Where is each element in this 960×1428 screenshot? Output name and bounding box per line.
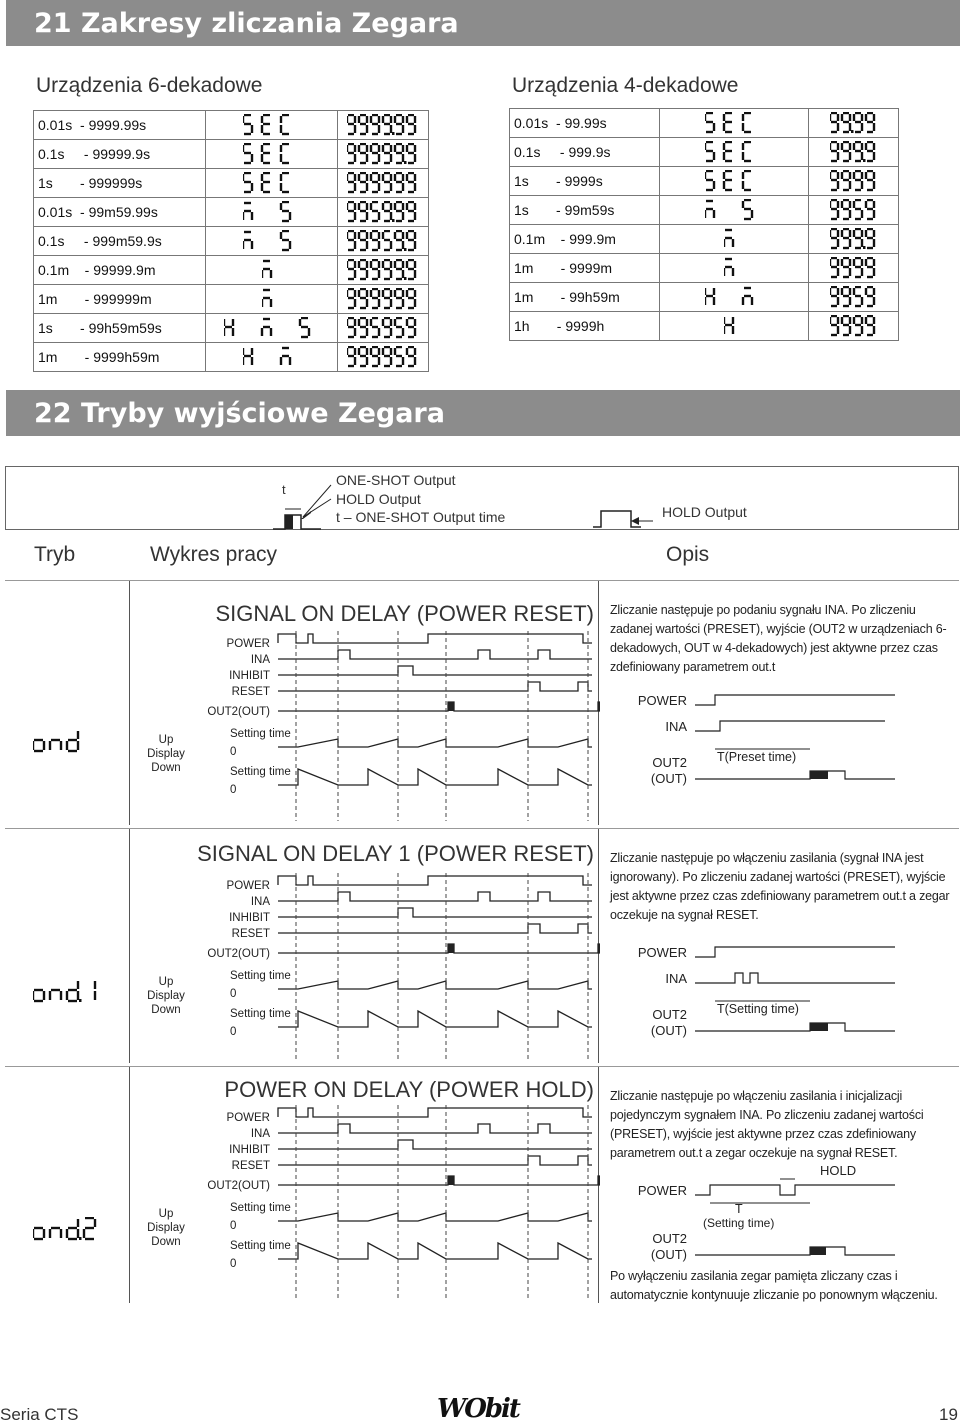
mini-out2-label: OUT2 — [652, 755, 687, 770]
mini-power-label: POWER — [637, 693, 687, 708]
mini-out-label: (OUT) — [650, 771, 687, 786]
six-decade-unit-display — [205, 111, 338, 140]
six-decade-value-display — [338, 343, 429, 372]
four-decade-value-display — [809, 283, 899, 312]
section-21-title: 21 Zakresy zliczania Zegara — [34, 7, 459, 39]
mode-description: Zliczanie następuje po włączeniu zasilania i inicjalizacji pojedynczym sygnałem INA. Po zliczeniu zadanej wartości (PRESET), wyjście jest aktywne przez czas zdefiniowany parametrem out.t a zegar oczekuje na sygnał RESET. — [610, 1089, 924, 1160]
six-decade-row — [34, 343, 429, 372]
mini-out-label: (OUT) — [650, 1247, 687, 1262]
updown-label: Display — [147, 748, 185, 760]
unit-seg-Hm — [243, 346, 300, 368]
four-decade-value-display — [809, 196, 899, 225]
mode-title: POWER ON DELAY (POWER HOLD) — [224, 1077, 594, 1102]
four-decade-range: 1s - 9999s — [510, 167, 660, 196]
six-decade-row — [34, 169, 429, 198]
six-decade-heading: Urządzenia 6-dekadowe — [36, 74, 263, 97]
value-seg — [347, 259, 419, 281]
unit-seg-Hm — [705, 286, 762, 308]
signal-label: 0 — [230, 1026, 237, 1038]
six-decade-value-display — [338, 198, 429, 227]
value-seg — [347, 172, 419, 194]
four-decade-unit-display — [659, 109, 808, 138]
four-decade-unit-display — [659, 312, 808, 341]
value-seg — [347, 114, 419, 136]
six-decade-row — [34, 256, 429, 285]
signal-label: INA — [250, 1128, 270, 1140]
six-decade-value-display — [338, 140, 429, 169]
value-seg — [347, 288, 419, 310]
four-decade-unit-display — [659, 225, 808, 254]
mini-t-label: T(Preset time) — [717, 750, 797, 764]
four-decade-range: 1m - 9999m — [510, 254, 660, 283]
value-seg — [830, 257, 878, 279]
six-decade-range: 0.1m - 99999.9m — [34, 256, 206, 285]
mini-t-label: T(Setting time) — [717, 1002, 799, 1016]
signal-label: RESET — [231, 1160, 270, 1172]
value-seg — [830, 112, 878, 134]
four-decade-range-table — [509, 108, 899, 341]
section-21-header — [6, 0, 960, 46]
unit-seg-SEC — [243, 143, 300, 165]
four-decade-row — [510, 283, 899, 312]
value-seg — [830, 141, 878, 163]
unit-seg-mS — [705, 199, 762, 221]
six-decade-unit-display — [205, 314, 338, 343]
unit-seg-m — [724, 257, 743, 279]
six-decade-row — [34, 111, 429, 140]
six-decade-unit-display — [205, 256, 338, 285]
four-decade-row — [510, 225, 899, 254]
four-decade-row — [510, 196, 899, 225]
six-decade-value-display — [338, 111, 429, 140]
timing-diagram — [130, 829, 600, 1061]
unit-seg-H — [724, 315, 743, 337]
timing-chart-ond2 — [129, 1067, 599, 1303]
four-decade-row — [510, 138, 899, 167]
updown-label: Up — [158, 734, 174, 746]
mode-description: Zliczanie następuje po podaniu sygnału INA. Po zliczeniu zadanej wartości (PRESET), wyjście (OUT2 w urządzeniach 6-dekadowych, OUT w 4-dekadowych) jest aktywne przez czas zdefiniowany parametrem out.t — [610, 603, 947, 674]
col-mode-header: Tryb — [34, 543, 76, 566]
col-desc-header: Opis — [666, 543, 710, 566]
signal-label: Setting time — [230, 970, 291, 982]
unit-seg-m — [262, 259, 281, 281]
signal-label: RESET — [231, 686, 270, 698]
legend-oneshot: ONE-SHOT Output — [336, 472, 456, 488]
mini-power-label: POWER — [637, 1183, 687, 1198]
signal-label: Setting time — [230, 1240, 291, 1252]
mode-title: SIGNAL ON DELAY (POWER RESET) — [215, 601, 594, 626]
four-decade-value-display — [809, 312, 899, 341]
signal-label: INHIBIT — [229, 670, 270, 682]
value-seg — [347, 230, 419, 252]
legend-oneshot-time: t – ONE-SHOT Output time — [336, 509, 506, 525]
six-decade-range: 0.1s - 999m59.9s — [34, 227, 206, 256]
four-decade-unit-display — [659, 254, 808, 283]
updown-label: Down — [151, 1004, 181, 1016]
six-decade-range: 0.1s - 99999.9s — [34, 140, 206, 169]
signal-label: INA — [250, 654, 270, 666]
six-decade-row — [34, 198, 429, 227]
signal-label: Setting time — [230, 1202, 291, 1214]
mini-out-label: (OUT) — [650, 1023, 687, 1038]
six-decade-range: 0.01s - 99m59.99s — [34, 198, 206, 227]
unit-seg-SEC — [243, 172, 300, 194]
unit-seg-HmS — [224, 317, 319, 339]
value-seg — [347, 143, 419, 165]
mode-code-ond1 — [33, 979, 101, 1008]
signal-label: 0 — [230, 784, 237, 796]
six-decade-unit-display — [205, 343, 338, 372]
mode-code-ond2 — [33, 1217, 101, 1246]
mini-ina-label: INA — [665, 971, 687, 986]
four-decade-range: 1s - 99m59s — [510, 196, 660, 225]
unit-seg-mS — [243, 201, 300, 223]
unit-seg-m — [724, 228, 743, 250]
footer-page-number: 19 — [939, 1405, 958, 1424]
four-decade-value-display — [809, 167, 899, 196]
footer-logo: WObit — [437, 1394, 519, 1424]
mini-out2-label: OUT2 — [652, 1007, 687, 1022]
mini-out2-label: OUT2 — [652, 1231, 687, 1246]
four-decade-unit-display — [659, 138, 808, 167]
four-decade-range: 0.1m - 999.9m — [510, 225, 660, 254]
mini-ina-label: INA — [665, 719, 687, 734]
signal-label: 0 — [230, 746, 237, 758]
output-legend — [5, 466, 959, 530]
signal-label: 0 — [230, 1258, 237, 1270]
six-decade-range: 1m - 999999m — [34, 285, 206, 314]
signal-label: OUT2(OUT) — [207, 948, 270, 960]
six-decade-row — [34, 227, 429, 256]
mode-code-ond — [33, 729, 84, 758]
mini-power-label: POWER — [637, 945, 687, 960]
four-decade-value-display — [809, 109, 899, 138]
mode-description: Zliczanie następuje po włączeniu zasilania (sygnał INA jest ignorowany). Po zliczeniu zadanej wartości (PRESET), wyjście jest aktywne przez czas zdefiniowany parametrem out.t a zegar oczekuje na sygnał RESET. — [610, 851, 950, 922]
four-decade-unit-display — [659, 167, 808, 196]
six-decade-unit-display — [205, 227, 338, 256]
legend-hold-right: HOLD Output — [662, 504, 747, 520]
six-decade-unit-display — [205, 169, 338, 198]
unit-seg-mS — [243, 230, 300, 252]
section-22-title: 22 Tryby wyjściowe Zegara — [34, 397, 445, 429]
signal-label: Setting time — [230, 766, 291, 778]
mini-timing-chart — [605, 941, 905, 1051]
six-decade-range: 1s - 99h59m59s — [34, 314, 206, 343]
timing-chart-ond — [129, 581, 599, 825]
unit-seg-SEC — [705, 141, 762, 163]
signal-label: OUT2(OUT) — [207, 1180, 270, 1192]
hold-legend-icon — [591, 503, 661, 529]
six-decade-unit-display — [205, 198, 338, 227]
four-decade-row — [510, 312, 899, 341]
updown-label: Up — [158, 1208, 174, 1220]
six-decade-range: 1s - 999999s — [34, 169, 206, 198]
four-decade-range: 1m - 99h59m — [510, 283, 660, 312]
six-decade-range-table — [33, 110, 429, 372]
signal-label: POWER — [226, 638, 270, 650]
four-decade-value-display — [809, 225, 899, 254]
mode-row-ond1 — [5, 828, 959, 1067]
signal-label: INHIBIT — [229, 1144, 270, 1156]
four-decade-value-display — [809, 138, 899, 167]
mini-hold-label: HOLD — [820, 1163, 857, 1178]
footer-series: Seria CTS — [0, 1405, 79, 1424]
mode-description-2: Po wyłączeniu zasilania zegar pamięta zliczany czas i automatycznie kontynuuje zliczanie po ponownym włączeniu. — [610, 1269, 938, 1302]
unit-seg-SEC — [705, 112, 762, 134]
four-decade-range: 1h - 9999h — [510, 312, 660, 341]
four-decade-row — [510, 254, 899, 283]
signal-label: 0 — [230, 988, 237, 1000]
value-seg — [347, 346, 419, 368]
six-decade-range: 1m - 9999h59m — [34, 343, 206, 372]
signal-label: INHIBIT — [229, 912, 270, 924]
unit-seg-SEC — [243, 114, 300, 136]
updown-label: Display — [147, 1222, 185, 1234]
value-seg — [830, 170, 878, 192]
four-decade-value-display — [809, 254, 899, 283]
four-decade-row — [510, 109, 899, 138]
six-decade-value-display — [338, 256, 429, 285]
four-decade-unit-display — [659, 283, 808, 312]
six-decade-value-display — [338, 314, 429, 343]
six-decade-row — [34, 140, 429, 169]
timing-chart-ond1 — [129, 829, 599, 1063]
timing-diagram — [130, 581, 600, 823]
signal-label: 0 — [230, 1220, 237, 1232]
signal-label: RESET — [231, 928, 270, 940]
mode-title: SIGNAL ON DELAY 1 (POWER RESET) — [197, 841, 594, 866]
legend-hold: HOLD Output — [336, 491, 421, 507]
six-decade-row — [34, 314, 429, 343]
updown-label: Down — [151, 762, 181, 774]
six-decade-value-display — [338, 227, 429, 256]
value-seg — [347, 317, 419, 339]
signal-label: Setting time — [230, 728, 291, 740]
mini-t-label: T — [735, 1202, 743, 1216]
four-decade-range: 0.1s - 999.9s — [510, 138, 660, 167]
four-decade-row — [510, 167, 899, 196]
section-22-header — [6, 390, 960, 436]
four-decade-heading: Urządzenia 4-dekadowe — [512, 74, 739, 97]
col-chart-header: Wykres pracy — [150, 543, 277, 566]
signal-label: POWER — [226, 880, 270, 892]
unit-seg-m — [262, 288, 281, 310]
signal-label: Setting time — [230, 1008, 291, 1020]
mode-row-ond — [5, 580, 959, 829]
unit-seg-SEC — [705, 170, 762, 192]
value-seg — [830, 315, 878, 337]
value-seg — [830, 286, 878, 308]
value-seg — [830, 199, 878, 221]
six-decade-value-display — [338, 285, 429, 314]
value-seg — [830, 228, 878, 250]
signal-label: OUT2(OUT) — [207, 706, 270, 718]
timing-diagram — [130, 1067, 600, 1301]
six-decade-range: 0.01s - 9999.99s — [34, 111, 206, 140]
updown-label: Down — [151, 1236, 181, 1248]
signal-label: POWER — [226, 1112, 270, 1124]
six-decade-value-display — [338, 169, 429, 198]
updown-label: Up — [158, 976, 174, 988]
signal-label: INA — [250, 896, 270, 908]
six-decade-unit-display — [205, 285, 338, 314]
updown-label: Display — [147, 990, 185, 1002]
mode-row-ond2 — [5, 1066, 959, 1307]
mini-t2-label: (Setting time) — [703, 1216, 775, 1230]
four-decade-range: 0.01s - 99.99s — [510, 109, 660, 138]
six-decade-unit-display — [205, 140, 338, 169]
value-seg — [347, 201, 419, 223]
four-decade-unit-display — [659, 196, 808, 225]
mini-timing-chart — [605, 689, 905, 799]
legend-t: t — [282, 482, 286, 497]
mini-timing-chart — [605, 1163, 905, 1273]
six-decade-row — [34, 285, 429, 314]
